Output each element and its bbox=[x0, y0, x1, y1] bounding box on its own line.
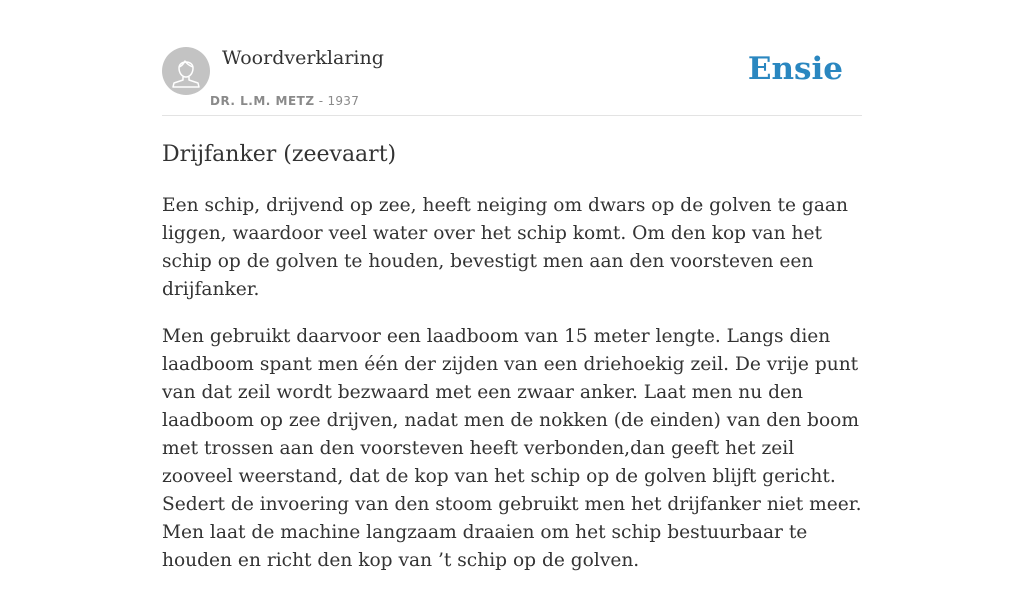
author-byline bbox=[210, 93, 359, 109]
article-paragraph: Een schip, drijvend op zee, heeft neiging om dwars op de golven te gaan liggen, waardoor veel water over het schip komt. Om den kop van het schip op de golven te houden, bevestigt men aan den voorsteven een drijfanker. bbox=[162, 195, 848, 300]
byline-separator: - bbox=[314, 94, 328, 108]
source-title[interactable]: Woordverklaring bbox=[222, 47, 384, 69]
user-silhouette-icon bbox=[162, 47, 210, 95]
article-title: Drijfanker (zeevaart) bbox=[162, 142, 397, 167]
article-body bbox=[162, 192, 862, 575]
author-name[interactable]: DR. L.M. METZ bbox=[210, 94, 315, 108]
article-paragraph: Men gebruikt daarvoor een laadboom van 15 meter lengte. Langs dien laadboom spant men één der zijden van een driehoekig zeil. De vrije punt van dat zeil wordt bezwaard met een zwaar anker. Laat men nu den laadboom op zee drijven, nadat men de nokken (de einden) van den boom met trossen aan den voorsteven heeft verbonden,dan geeft het zeil zooveel weerstand, dat de kop van het schip op de golven blijft gericht. Sedert de invoering van den stoom gebruikt men het drijfanker niet meer. Men laat de machine langzaam draaien om het schip bestuurbaar te houden en richt den kop van ’t schip op de golven. bbox=[162, 326, 862, 571]
content-column bbox=[162, 0, 862, 594]
author-avatar[interactable] bbox=[162, 47, 210, 95]
ensie-logo-link[interactable]: Ensie bbox=[747, 51, 843, 87]
header bbox=[162, 0, 862, 116]
publication-year: 1937 bbox=[327, 94, 360, 108]
